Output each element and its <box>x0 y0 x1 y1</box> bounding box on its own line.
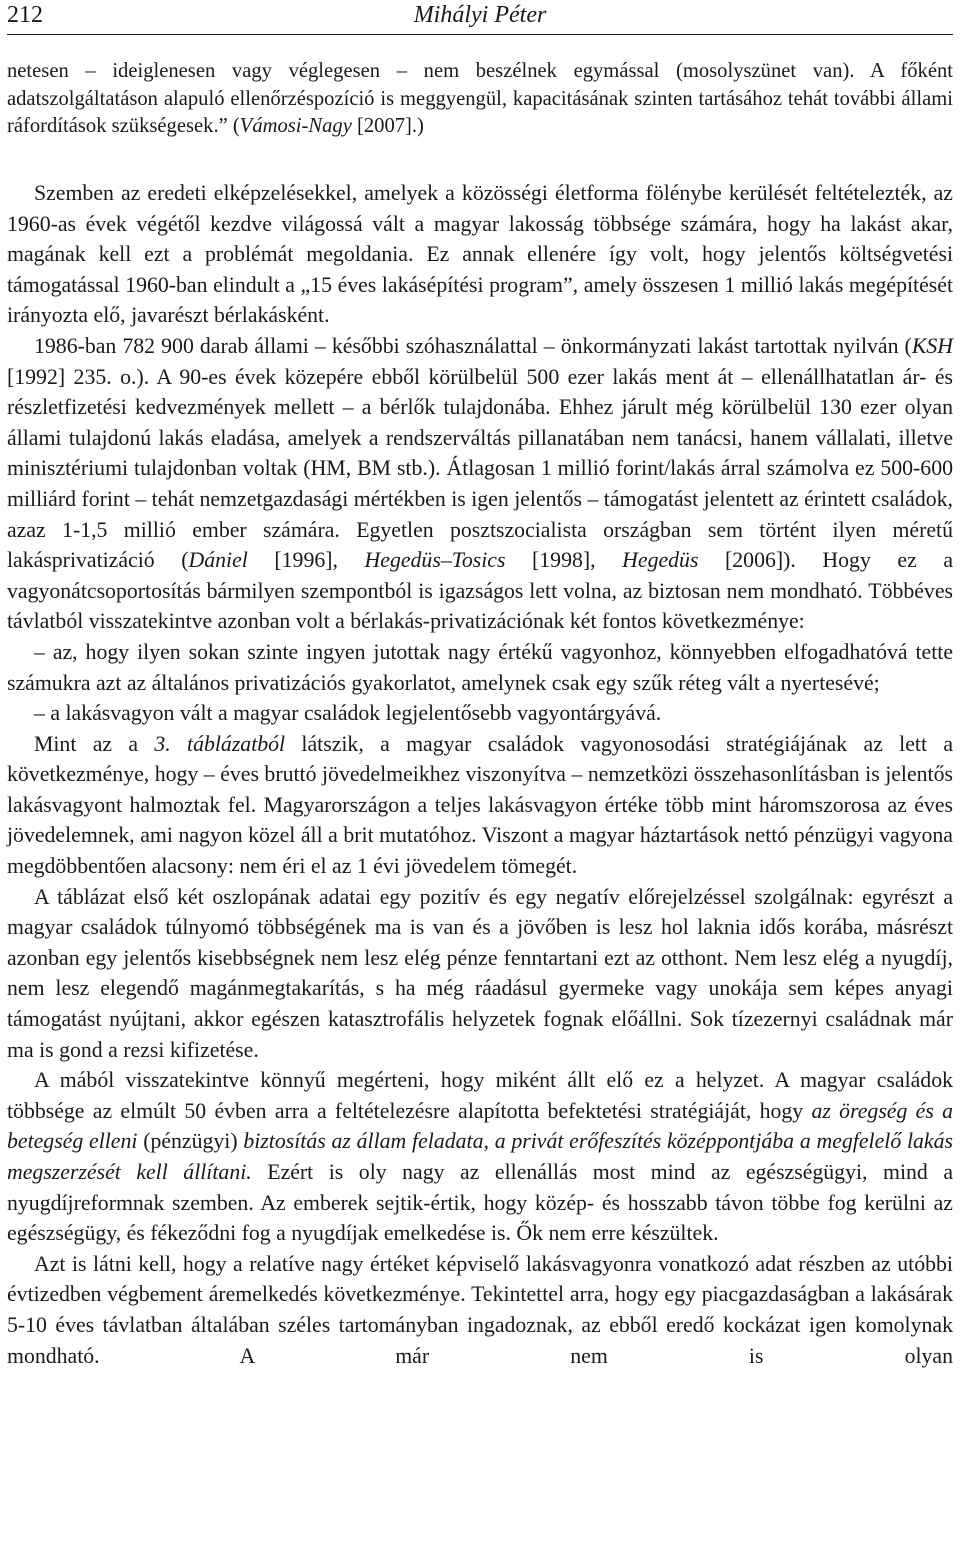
paragraph-2 <box>7 331 953 637</box>
running-title: Mihályi Péter <box>413 2 547 28</box>
page-header <box>7 0 953 35</box>
p5-italic-1: az öregség és a betegség elleni <box>7 1098 954 1154</box>
p2-ksh-citation: KSH <box>911 333 953 358</box>
quote-block <box>7 58 953 141</box>
p3-text-b: látszik, a magyar családok vagyonosodási stratégiájának az lett a következménye, hogy – éves bruttó jövedelmeikhez viszonyítva – nemzetközi összehasonlításban is jelentős lakásvagyont halmoztak fel. Magyarországon a teljes lakásvagyon értéke több mint háromszorosa az éves jövedelemnek, ami nagyon közel áll a brit mutatóhoz. Viszont a magyar háztartások nettó pénzügyi vagyona megdöbbentően alacsony: nem éri el az 1 évi jövedelem tömegét. <box>7 731 954 879</box>
p2-text-e: [2006]). Hogy ez a vagyonátcsoportosítás bármilyen szempontból is igazságos lett volna, az biztosan nem mondható. Többéves távlatból visszatekintve azonban volt a bérlakás-privatizációnak két fontos következménye: <box>7 548 954 634</box>
paragraph-3 <box>7 729 953 882</box>
p2-text-d: [1998], <box>505 548 623 573</box>
quote-text: netesen – ideiglenesen vagy véglegesen – nem beszélnek egymással (mosolyszünet van). A főként adatszolgáltatáson alapuló ellenőrzéspozíció is meggyengül, kapacitásának szinten tartásához tehát további állami ráfordítások szükségesek.” ( <box>7 60 953 137</box>
p2-hegedus-citation: Hegedüs <box>622 548 699 573</box>
p3-text-a: Mint az a <box>34 731 155 756</box>
paragraph-5 <box>7 1065 953 1249</box>
p2-text-c: [1996], <box>247 548 365 573</box>
dash-item-1: – az, hogy ilyen sokan szinte ingyen jutottak nagy értékű vagyonhoz, könnyebben elfogadhatóvá tette számukra azt az általános privatizációs gyakorlatot, amelynek csak egy szűk réteg vált a nyertesévé; <box>7 639 953 695</box>
paragraph-1: Szemben az eredeti elképzelésekkel, amelyek a közösségi életforma fölénybe kerülését feltételezték, az 1960-as évek végétől kezdve világossá vált a magyar lakosság többsége számára, hogy ha lakást akar, magának kell ezt a problémát megoldania. Ez annak ellenére így volt, hogy jelentős költségvetési támogatással 1960-ban elindult a „15 éves lakásépítési program”, amely összesen 1 millió lakás megépítését irányozta elő, javarészt bérlakásként. <box>7 181 953 328</box>
quote-cite-author: Vámosi-Nagy <box>239 115 352 137</box>
paragraph-6: Azt is látni kell, hogy a relatíve nagy értéket képviselő lakásvagyonra vonatkozó adat részben az utóbbi évtizedben végbement áremelkedés következménye. Tekintettel arra, hogy egy piacgazdaságban a lakásárak 5-10 éves távlatban általában széles tartományban ingadoznak, az ebből eredő kockázat igen komolynak mondható. A már nem is olyan <box>7 1251 953 1368</box>
p2-text-a: 1986-ban 782 900 darab állami – későbbi szóhasználattal – önkormányzati lakást tartottak nyilván ( <box>34 333 912 358</box>
p2-text-b: [1992] 235. o.). A 90-es évek közepére ebből körülbelül 500 ezer lakás ment át – ellenállhatatlan ár- és részletfizetési kedvezmények mellett – a bérlők tulajdonába. Ehhez járult még körülbelül 130 ezer olyan állami tulajdonú lakás eladása, amelyek a rendszerváltás pillanatában nem tanácsi, hanem vállalati, illetve minisztériumi tulajdonban voltak (HM, BM stb.). Átlagosan 1 millió forint/lakás árral számolva ez 500-600 milliárd forint – tehát nemzetgazdasági mértékben is igen jelentős – támogatást jelentett az érintett családok, azaz 1-1,5 millió ember számára. Egyetlen posztszocialista országban sem történt ilyen méretű lakásprivatizáció ( <box>7 364 954 573</box>
paragraph-4: A táblázat első két oszlopának adatai egy pozitív és egy negatív előrejelzéssel szolgálnak: egyrészt a magyar családok túlnyomó többségének ma is van és a jövőben is lesz hol laknia idős korába, másrészt azonban egy jelentős kisebbségnek nem lesz elég pénze fenntartani ezt az otthont. Nem lesz elég a nyugdíj, nem lesz elegendő magánmegtakarítás, s ha még ráadásul gyermeke vagy unokája sem képes anyagi támogatást nyújtani, akkor egészen katasztrofális helyzetek fognak előállni. Sok tízezernyi családnak már ma is gond a rezsi kifizetése. <box>7 884 953 1062</box>
body-text <box>7 178 953 1371</box>
p5-text-b: (pénzügyi) <box>137 1129 244 1154</box>
quote-cite-year: [2007].) <box>351 115 424 137</box>
p2-daniel-citation: Dániel <box>188 548 248 573</box>
page-number: 212 <box>7 2 43 28</box>
p5-text-a: A mából visszatekintve könnyű megérteni, hogy miként állt elő ez a helyzet. A magyar családok többsége az elmúlt 50 évben arra a feltételezésre alapította befektetési stratégiáját, hogy <box>7 1068 953 1123</box>
p5-italic-2: biztosítás az állam feladata, a privát erőfeszítés középpontjába a megfelelő lakás megszerzését kell állítani. <box>7 1129 953 1184</box>
p5-text-c: Ezért is oly nagy az ellenállás most mind az egészségügyi, mind a nyugdíjreformnak szemben. Az emberek sejtik-értik, hogy közép- és hosszabb távon többe fog kerülni az egészségügy, és fékeződni fog a nyugdíjak emelkedése is. Ők nem erre készültek. <box>7 1160 953 1246</box>
dash-item-2: – a lakásvagyon vált a magyar családok legjelentősebb vagyontárgyává. <box>34 701 662 726</box>
p3-table-reference: 3. táblázatból <box>154 731 286 756</box>
p2-hegedus-tosics-citation: Hegedüs–Tosics <box>364 548 506 573</box>
